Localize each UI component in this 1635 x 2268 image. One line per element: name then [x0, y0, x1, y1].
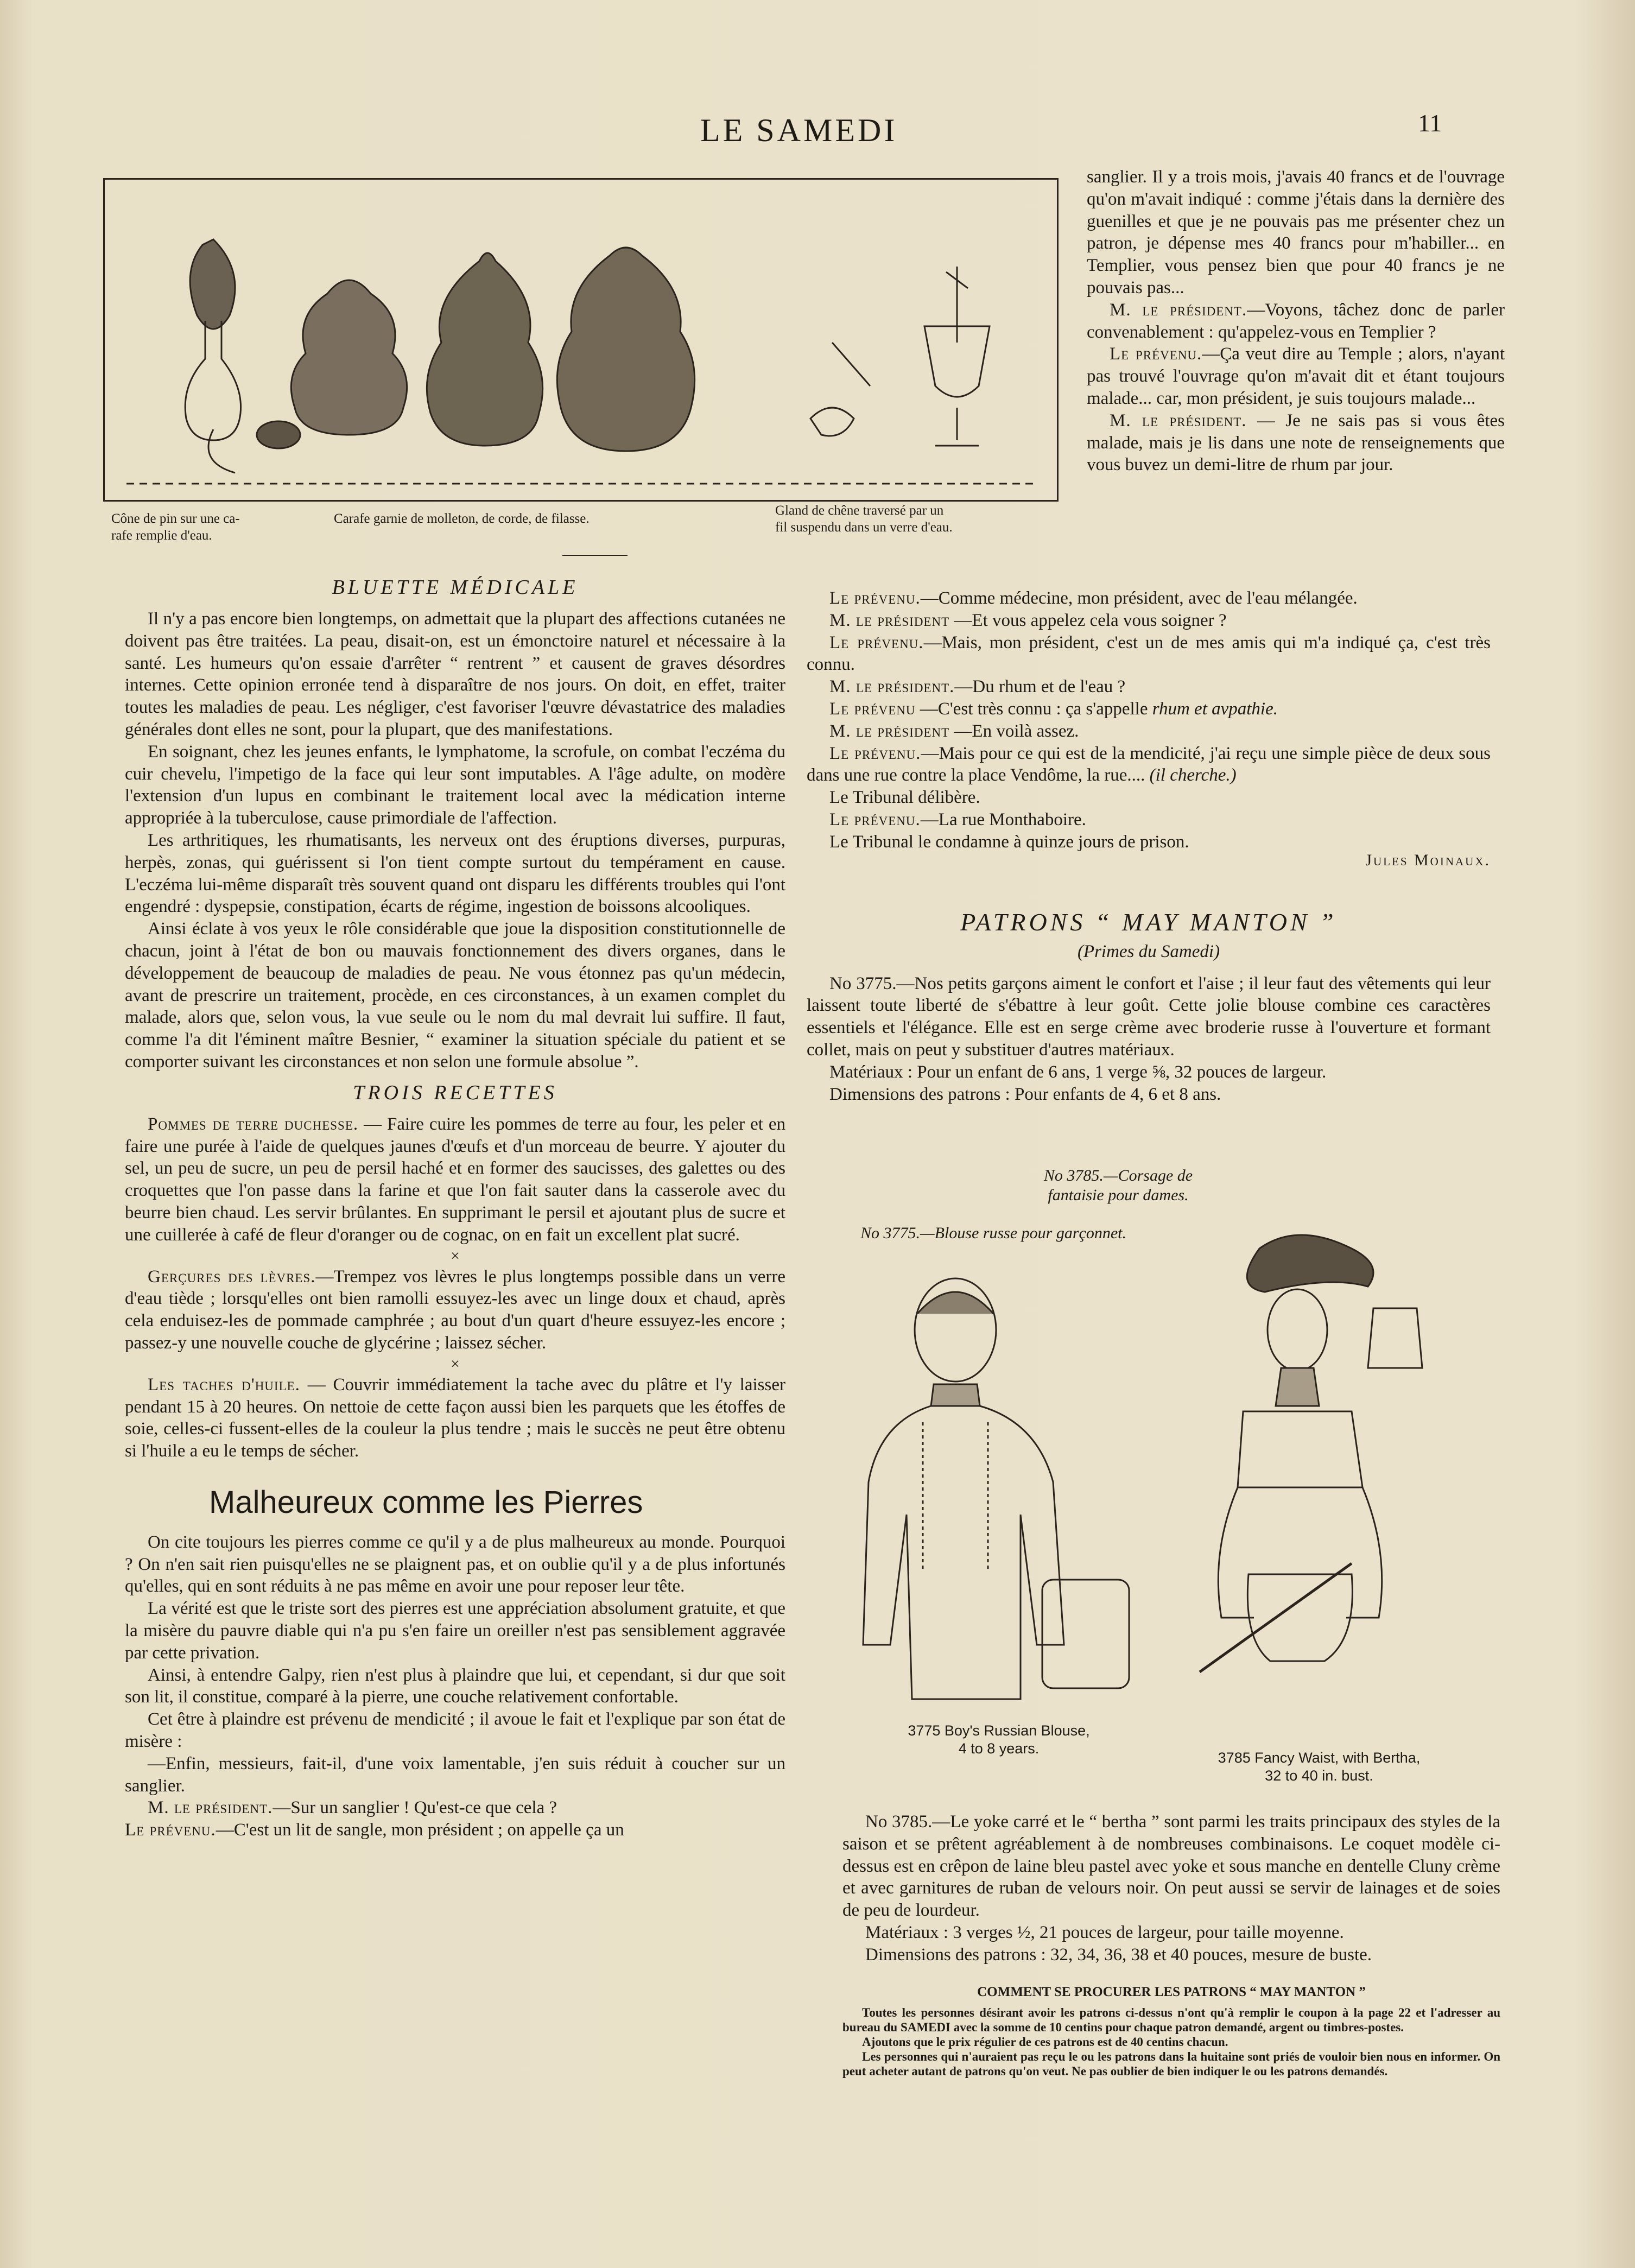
speech: —Comme médecine, mon président, avec de l'eau mélangée. [920, 588, 1358, 608]
boy-blouse-illustration [858, 1265, 1151, 1715]
recette-item [125, 1374, 785, 1462]
label-3775: 3775 Boy's Russian Blouse, 4 to 8 years. [908, 1722, 1090, 1757]
dialogue-line [125, 1819, 785, 1841]
dialogue-line [807, 632, 1491, 676]
pierres-paragraph: Cet être à plaindre est prévenu de mendicité ; il avoue le fait et l'explique par son état de misère : [125, 1709, 785, 1752]
caption-acorn: Gland de chêne traversé par un fil suspendu dans un verre d'eau. [775, 503, 953, 535]
speech: —Mais, mon président, c'est un de mes amis qui m'a indiqué ça, c'est très connu. [807, 632, 1491, 675]
speech: —Du rhum et de l'eau ? [954, 677, 1126, 697]
caption-3775: No 3775.—Blouse russe pour garçonnet. [860, 1224, 1126, 1242]
recette-lead: Gerçures des lèvres. [148, 1266, 316, 1287]
how-to-paragraph: Les personnes qui n'auraient pas reçu le ou les patrons dans la huitaine sont priés de vouloir bien nous en informer. On peut acheter autant de patrons qu'on veut. Ne pas oublier de bien indiquer le ou les patrons demandés. [842, 2049, 1500, 2078]
speech: —Ça veut dire au Temple ; alors, n'ayant pas trouvé l'ouvrage qu'on m'avait dit et étant toujours malade... car, mon président, je suis toujours malade... [1087, 344, 1505, 408]
dialogue-line [807, 698, 1491, 720]
bluette-paragraph: Les arthritiques, les rhumatisants, les nerveux ont des éruptions diverses, purpuras, herpès, zonas, qui guérissent si l'on tient compte surtout du tempérament en cause. L'eczéma lui-même disparaît très souvent quand ont disparu les différents troubles qui l'ont engendré : dyspepsie, constipation, écarts de régime, ingestion de boissons alcooliques. [125, 830, 785, 917]
recette-item [125, 1266, 785, 1354]
how-to-paragraph: Ajoutons que le prix régulier de ces patrons est de 40 centins chacun. [862, 2035, 1228, 2049]
how-to-title: COMMENT SE PROCURER LES PATRONS “ MAY MANTON ” [977, 1984, 1366, 1999]
speech: —Et vous appelez cela vous soigner ? [949, 610, 1227, 630]
patrons-subtitle: (Primes du Samedi) [1077, 941, 1220, 961]
recette-lead: Les taches d'huile. [148, 1374, 300, 1395]
speaker: Le prévenu. [1110, 344, 1202, 364]
recette-lead: Pommes de terre duchesse. [148, 1114, 359, 1134]
speaker: M. le président. [829, 677, 955, 697]
dialogue-line [125, 1797, 785, 1819]
author-signature: Jules Moinaux. [1365, 851, 1491, 869]
bluette-title: BLUETTE MÉDICALE [332, 576, 579, 599]
recette-text: —Trempez vos lèvres le plus longtemps possible dans un verre d'eau tiède ; lorsqu'elles ont bien ramolli essuyez-les avec un linge doux et chaud, après cela enduisez-les de pommade camphrée ; au bout d'un quart d'heure essuyez-les encore ; passez-y une nouvelle couche de glycérine ; laissez sécher. [125, 1266, 786, 1353]
speech: —Mais pour ce qui est de la mendicité, j'ai reçu une simple pièce de deux sous dans une rue contre la place Vendôme, la rue.... [807, 743, 1491, 785]
speech: — Je ne sais pas si vous êtes malade, mais je lis dans une note de renseignements que vous buvez un demi-litre de rhum par jour. [1087, 410, 1505, 475]
speech: —En voilà assez. [949, 721, 1079, 741]
speech-italic: rhum et avpathie. [1152, 699, 1278, 719]
speaker: M. le président [829, 610, 950, 630]
separator-rule [562, 555, 628, 556]
patron-dimensions: Dimensions des patrons : 32, 34, 36, 38 et 40 pouces, mesure de buste. [865, 1944, 1372, 1965]
dialogue-line [1087, 343, 1505, 409]
pierres-title: Malheureux comme les Pierres [209, 1484, 643, 1520]
speaker: Le prévenu. [125, 1820, 216, 1840]
recette-text: — Couvrir immédiatement la tache avec du plâtre et l'y laisser pendant 15 à 20 heures. On nettoie de cette façon aussi bien les parquets que les étoffes de soie, celles-ci fussent-elles de la couleur la plus tendre ; mais le succès ne peut être obtenu si l'huile a eu le temps de sécher. [125, 1374, 785, 1461]
patron-materials: Matériaux : Pour un enfant de 6 ans, 1 verge ⅝, 32 pouces de largeur. [829, 1062, 1327, 1082]
recettes-title: TROIS RECETTES [353, 1081, 557, 1104]
dialogue-line [807, 809, 1491, 831]
dialogue-line [807, 676, 1491, 698]
narration-line: Le Tribunal le condamne à quinze jours de prison. [829, 832, 1189, 852]
right-top-column [1087, 166, 1505, 476]
speaker: M. le président [829, 721, 950, 741]
dialogue-line [1087, 410, 1505, 476]
bluette-paragraph: En soignant, chez les jeunes enfants, le lymphatome, la scrofule, on combat l'eczéma du cuir chevelu, l'impetigo de la face qui leur sont imputables. A l'âge adulte, on modère l'extension d'un lupus en combinant le traitement local avec la médication interne appropriée à la tuberculose, cause primordiale de l'affection. [125, 742, 785, 828]
dialogue-line [807, 743, 1491, 787]
pierres-paragraph: Ainsi, à entendre Galpy, rien n'est plus à plaindre que lui, et cependant, si dur que soit son lit, il constitue, comparé à la pierre, une couche relativement confortable. [125, 1665, 785, 1707]
caption-carafe: Carafe garnie de molleton, de corde, de filasse. [334, 511, 590, 526]
speech-italic: (il cherche.) [1149, 765, 1237, 785]
dialogue-line [1087, 299, 1505, 344]
speaker: M. le président. [148, 1798, 273, 1818]
patron-paragraph: No 3775.—Nos petits garçons aiment le confort et l'aise ; il leur faut des vêtements qui leur laissent toute liberté de s'ébattre à leur goût. Cette jolie blouse combine ces caractères essentiels et l'élégance. Elle est en serge crème avec broderie russe à l'ouverture et formant collet, mais on peut y substituer d'autres matériaux. [807, 973, 1491, 1060]
continuation-paragraph: sanglier. Il y a trois mois, j'avais 40 francs et de l'ouvrage qu'on m'avait indiqué : comme j'étais dans la dernière des guenilles et que je ne pouvais pas me présenter chez un patron, je dépense mes 40 francs pour m'habiller... en Templier, vous pensez bien que pour 40 francs je ne pouvais pas... [1087, 167, 1505, 297]
fancy-waist-illustration [1189, 1227, 1460, 1748]
pierres-paragraph: —Enfin, messieurs, fait-il, d'une voix lamentable, j'en suis réduit à coucher sur un sanglier. [125, 1753, 785, 1796]
speaker: Le prévenu [829, 699, 916, 719]
dialogue-line [807, 587, 1491, 610]
speech: —La rue Monthaboire. [920, 809, 1086, 829]
engraving-frame [103, 178, 1059, 502]
speech: —C'est un lit de sangle, mon président ; on appelle ça un [216, 1820, 624, 1840]
how-to-paragraph: Toutes les personnes désirant avoir les patrons ci-dessus n'ont qu'à remplir le coupon à la page 22 et l'adresser au bureau du SAMEDI avec la somme de 10 centins pour chaque patron demandé, argent ou timbres-postes. [842, 2005, 1500, 2034]
patron-materials: Matériaux : 3 verges ½, 21 pouces de largeur, pour taille moyenne. [865, 1922, 1344, 1942]
recette-separator: × [451, 1354, 460, 1373]
speaker: Le prévenu. [829, 809, 921, 829]
caption-pine-cone: Cône de pin sur une ca- rafe remplie d'eau. [111, 511, 240, 543]
recette-separator: × [451, 1246, 460, 1265]
pierres-paragraph: La vérité est que le triste sort des pierres est une appréciation absolument gratuite, et que la misère du pauvre diable qui n'a pu s'en faire un oreiller n'est pas sensiblement aggravée par cette privation. [125, 1599, 785, 1663]
caption-3785: No 3785.—Corsage de fantaisie pour dames. [1043, 1167, 1193, 1204]
narration-line: Le Tribunal délibère. [829, 788, 980, 808]
speaker: Le prévenu. [829, 588, 921, 608]
speaker: M. le président. [1110, 300, 1247, 320]
speech: —C'est très connu : ça s'appelle [915, 699, 1152, 719]
bluette-paragraph: Ainsi éclate à vos yeux le rôle considérable que joue la disposition constitutionnelle de chacun, joint à l'état de bon ou mauvais fonctionnement des divers organes, dans le développement de beaucoup de maladies de peau. Ne vous étonnez pas qu'un médecin, avant de prescrire un traitement, procède, en ces circonstances, à un examen complet du malade, alors que, selon vous, la vue seule ou le nom du mal devrait lui suffire. Il faut, comme l'a dit l'éminent maître Besnier, “ examiner la situation spéciale du patient et se comporter suivant les circonstances et non selon une formule absolue ”. [125, 919, 785, 1072]
patron-dimensions: Dimensions des patrons : Pour enfants de 4, 6 et 8 ans. [829, 1084, 1221, 1104]
bluette-paragraph: Il n'y a pas encore bien longtemps, on admettait que la plupart des affections cutanées ne doivent pas être traitées. La peau, disait-on, est un émonctoire naturel et nécessaire à la santé. Les humeurs qu'on essaie d'arrêter “ rentrent ” et causent de graves désordres internes. Cette opinion erronée tend à disparaître de nos jours. On doit, en effet, traiter toutes les maladies de peau. Les négliger, c'est favoriser l'œuvre dévastatrice des maladies générales dont elles ne sont, pour la plupart, que des manifestations. [125, 609, 785, 739]
pierres-paragraph: On cite toujours les pierres comme ce qu'il y a de plus malheureux au monde. Pourquoi ? On n'en sait rien puisqu'elles ne se plaignent pas, et on oublie qu'il y a de plus infortunés qu'elles, qui en sont réduits à ne pas même en avoir une pour reposer leur tête. [125, 1532, 785, 1597]
recette-item [125, 1113, 785, 1246]
speaker: Le prévenu. [829, 632, 924, 652]
dialogue-line [807, 610, 1491, 632]
masthead-title: LE SAMEDI [700, 112, 898, 148]
left-column [125, 575, 785, 1841]
dialogue-line [807, 720, 1491, 743]
label-3785: 3785 Fancy Waist, with Bertha, 32 to 40 in. bust. [1218, 1750, 1421, 1784]
patron-paragraph: No 3785.—Le yoke carré et le “ bertha ” sont parmi les traits principaux des styles de la saison et se prêtent agréablement à de nombreuses combinaisons. Le coquet modèle ci-dessus est en crêpon de laine bleu pastel avec yoke et sous manche en dentelle Cluny crème et avec garnitures de ruban de velours noir. On peut aussi se servir de lainages et de soies de peu de lourdeur. [842, 1812, 1500, 1921]
plant-engraving [105, 180, 1057, 500]
speech: —Voyons, tâchez donc de parler convenablement : qu'appelez-vous en Templier ? [1087, 300, 1505, 342]
speaker: Le prévenu. [829, 743, 921, 763]
speaker: M. le président. [1110, 410, 1247, 430]
right-column [807, 587, 1491, 1105]
patrons-title: PATRONS “ MAY MANTON ” [960, 908, 1337, 936]
speech: —Sur un sanglier ! Qu'est-ce que cela ? [272, 1798, 557, 1818]
patron-3785-block [842, 1811, 1500, 2079]
page-number: 11 [1418, 109, 1442, 137]
recette-text: — Faire cuire les pommes de terre au four, les peler et en faire une purée à l'aide de quelques jaunes d'œufs et d'un morceau de beurre. Y ajouter du sel, un peu de sucre, un peu de persil haché et en former des saucisses, des galettes ou des croquettes que l'on passe dans la farine et que l'on fait sauter dans la casserole avec du beurre bien chaud. Les servir brûlantes. En supprimant le persil et ajoutant plus de sucre et une cuillerée à café de fleur d'oranger ou de cognac, on en fait un excellent plat sucré. [125, 1114, 785, 1245]
